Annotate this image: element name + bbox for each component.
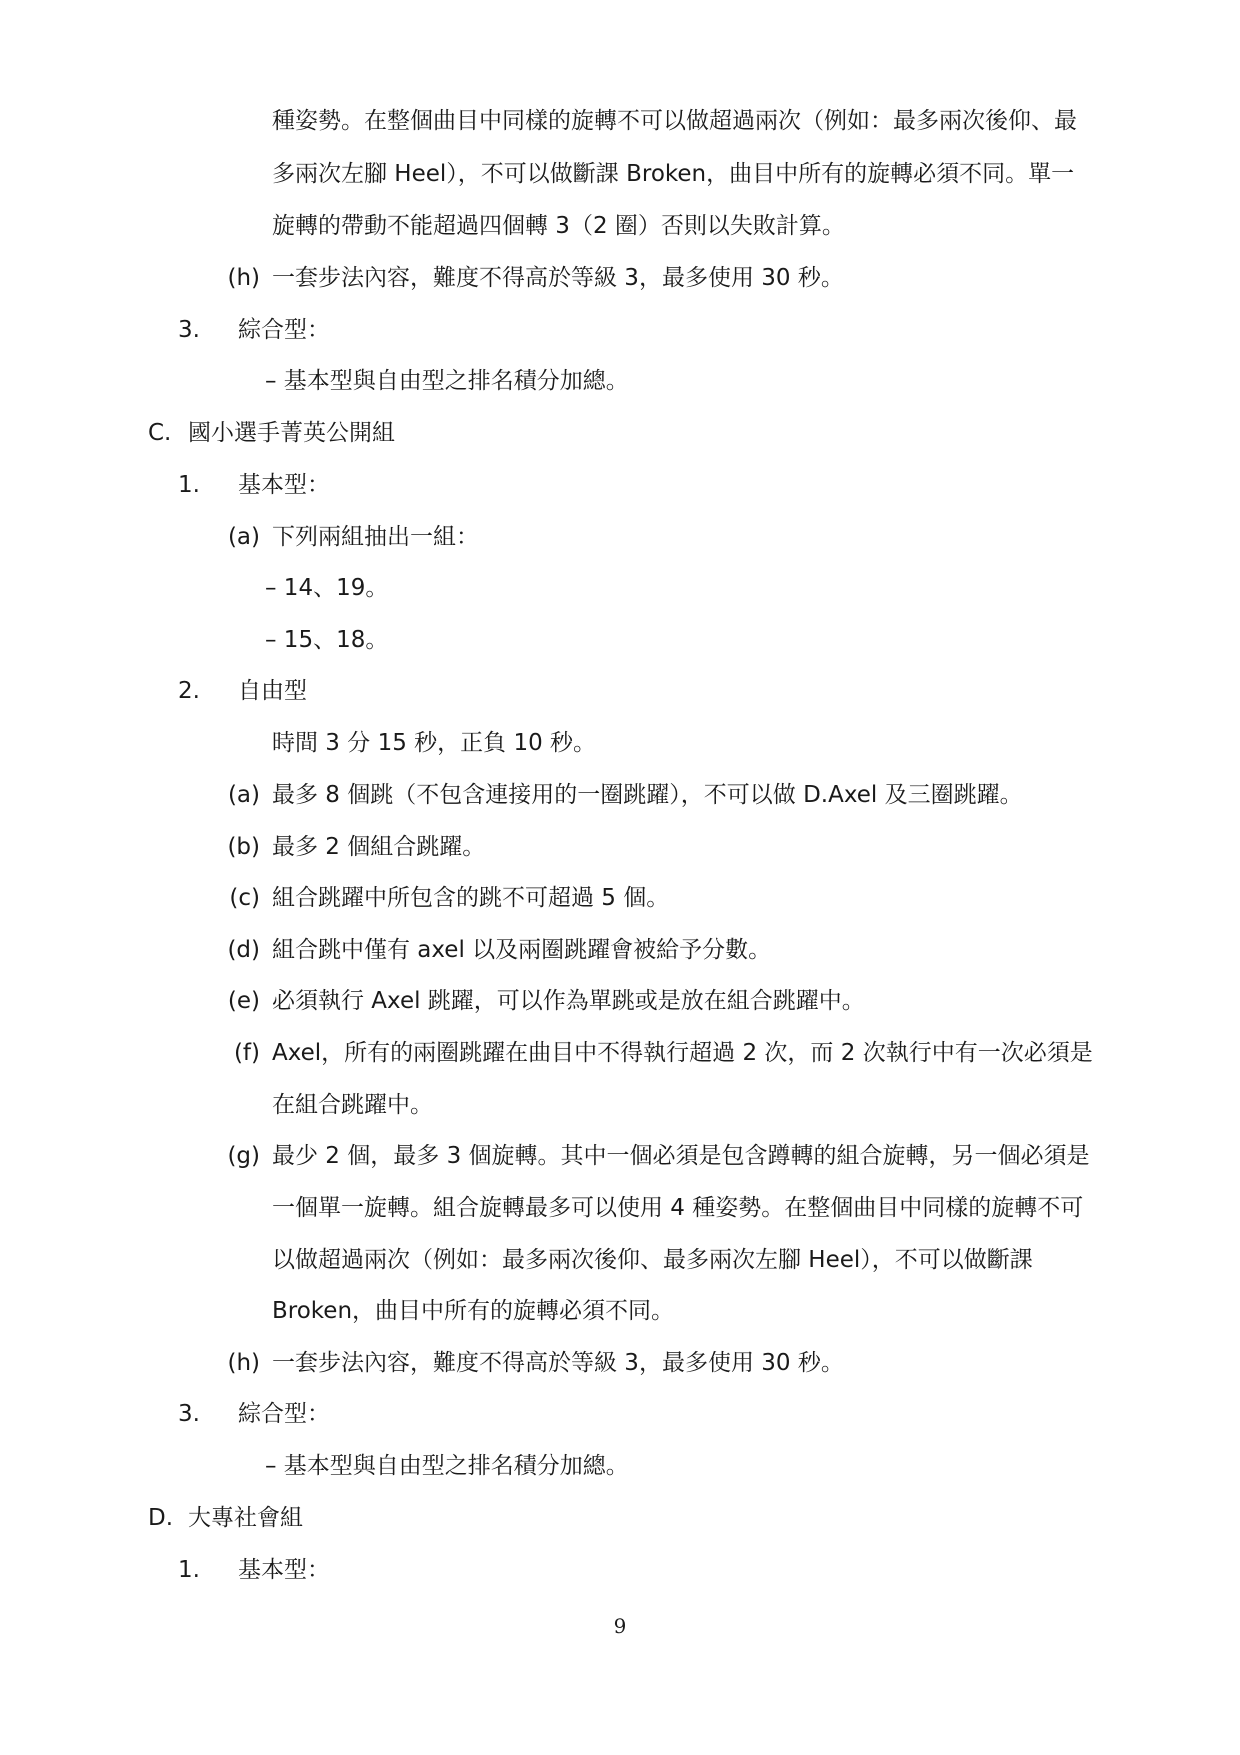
text-line: 多兩次左腳 Heel），不可以做斷課 Broken，曲目中所有的旋轉必須不同。單一 xyxy=(272,161,1075,187)
list-item-text: 一套步法內容，難度不得高於等級 3，最多使用 30 秒。 xyxy=(272,1350,844,1376)
list-item-text: 在組合跳躍中。 xyxy=(272,1092,433,1118)
list-item-text: 組合跳躍中所包含的跳不可超過 5 個。 xyxy=(272,885,670,911)
section-title: 綜合型： xyxy=(238,1401,330,1427)
list-marker: (f) xyxy=(233,1040,260,1066)
dash-item: – 15、18。 xyxy=(265,627,389,653)
section-heading: 國小選手菁英公開組 xyxy=(188,420,395,446)
list-item-text: 最多 8 個跳（不包含連接用的一圈跳躍），不可以做 D.Axel 及三圈跳躍。 xyxy=(272,782,1023,808)
list-marker: (g) xyxy=(227,1143,260,1169)
list-item-text: 一套步法內容，難度不得高於等級 3，最多使用 30 秒。 xyxy=(272,265,844,291)
page-number: 9 xyxy=(613,1614,627,1638)
list-marker: (c) xyxy=(229,885,260,911)
dash-item: – 基本型與自由型之排名積分加總。 xyxy=(265,368,629,394)
list-marker: (e) xyxy=(227,988,260,1014)
text-line: 種姿勢。在整個曲目中同樣的旋轉不可以做超過兩次（例如：最多兩次後仰、最 xyxy=(272,108,1077,134)
list-marker: (a) xyxy=(227,524,260,550)
dash-item: – 14、19。 xyxy=(265,575,389,601)
text-line: 旋轉的帶動不能超過四個轉 3（2 圈）否則以失敗計算。 xyxy=(272,213,845,239)
section-title: 自由型 xyxy=(238,678,307,704)
section-number: 3. xyxy=(178,1401,200,1427)
section-letter: D. xyxy=(148,1505,174,1531)
list-item-text: 一個單一旋轉。組合旋轉最多可以使用 4 種姿勢。在整個曲目中同樣的旋轉不可 xyxy=(272,1195,1084,1221)
list-item-text: 最多 2 個組合跳躍。 xyxy=(272,834,486,860)
list-marker: (h) xyxy=(227,1350,260,1376)
list-marker: (d) xyxy=(227,937,260,963)
section-number: 2. xyxy=(178,678,200,704)
section-title: 綜合型： xyxy=(238,317,330,343)
list-marker: (h) xyxy=(227,265,260,291)
list-item-text: Broken，曲目中所有的旋轉必須不同。 xyxy=(272,1298,675,1324)
text-line: 時間 3 分 15 秒，正負 10 秒。 xyxy=(272,730,597,756)
list-item-text: Axel，所有的兩圈跳躍在曲目中不得執行超過 2 次，而 2 次執行中有一次必須是 xyxy=(272,1040,1093,1066)
section-number: 3. xyxy=(178,317,200,343)
section-letter: C. xyxy=(148,420,172,446)
list-marker: (a) xyxy=(227,782,260,808)
section-title: 基本型： xyxy=(238,472,330,498)
list-item-text: 以做超過兩次（例如：最多兩次後仰、最多兩次左腳 Heel），不可以做斷課 xyxy=(272,1247,1033,1273)
list-item-text: 下列兩組抽出一組： xyxy=(272,524,479,550)
list-item-text: 最少 2 個，最多 3 個旋轉。其中一個必須是包含蹲轉的組合旋轉，另一個必須是 xyxy=(272,1143,1090,1169)
list-marker: (b) xyxy=(227,834,260,860)
list-item-text: 組合跳中僅有 axel 以及兩圈跳躍會被給予分數。 xyxy=(272,937,772,963)
section-number: 1. xyxy=(178,472,200,498)
section-title: 基本型： xyxy=(238,1557,330,1583)
dash-item: – 基本型與自由型之排名積分加總。 xyxy=(265,1453,629,1479)
section-number: 1. xyxy=(178,1557,200,1583)
list-item-text: 必須執行 Axel 跳躍，可以作為單跳或是放在組合跳躍中。 xyxy=(272,988,865,1014)
section-heading: 大專社會組 xyxy=(188,1505,303,1531)
